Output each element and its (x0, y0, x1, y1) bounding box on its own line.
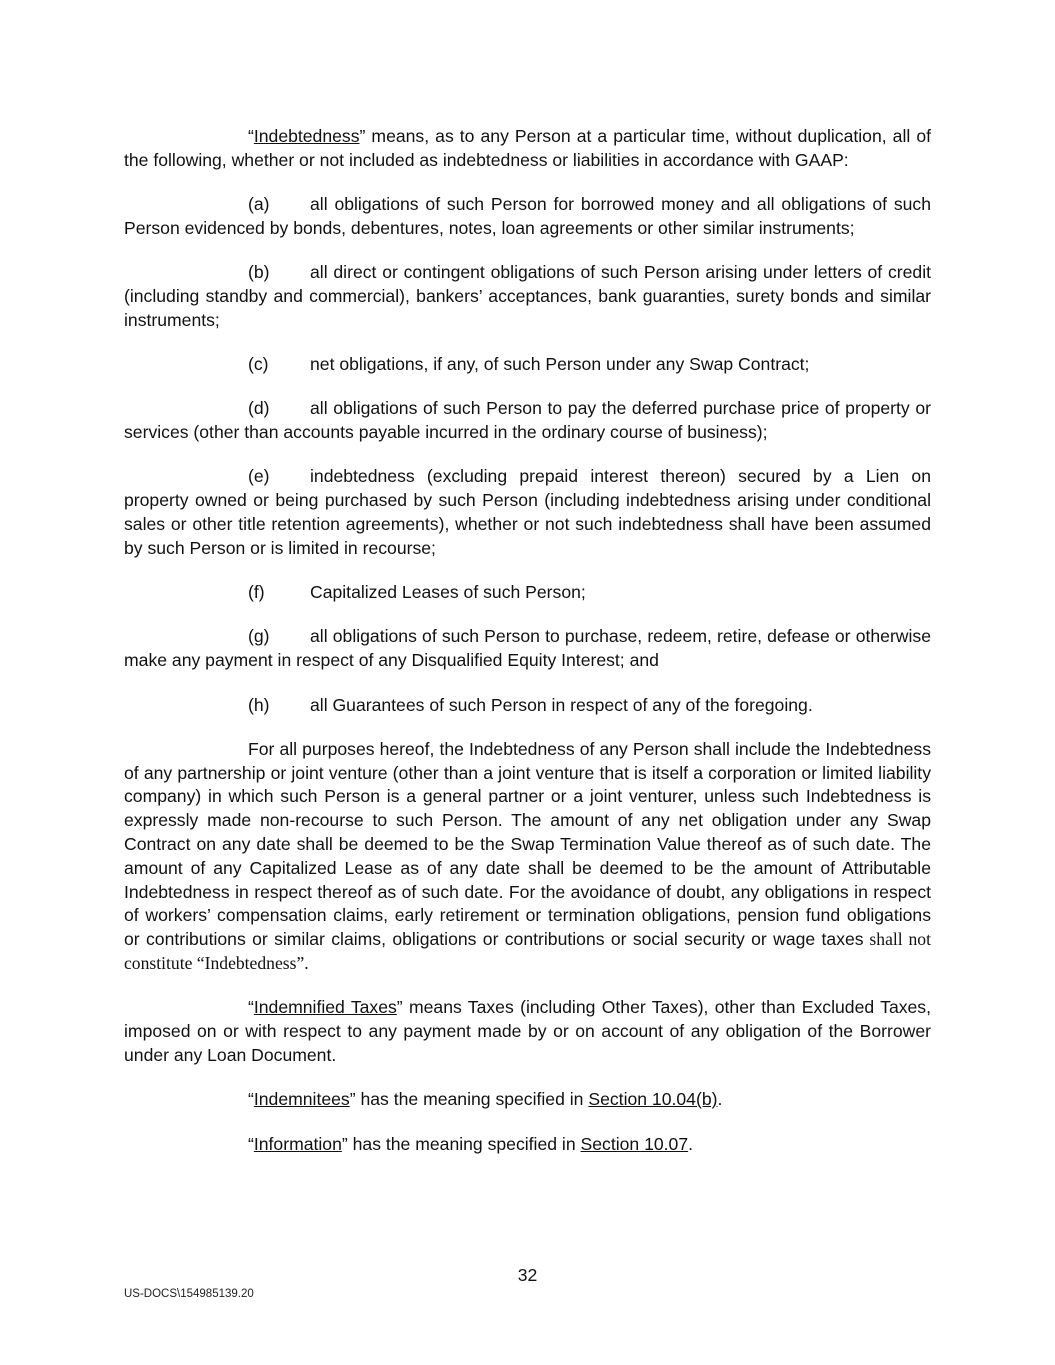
clause-text: indebtedness (excluding prepaid interest thereon) secured by a Lien on property owned or being purchased by such Person (including indebtedness arising under conditional sales or other title retention agreements), whether or not such indebtedness shall have been assumed by such Person or is limited in recourse; (124, 466, 931, 558)
defined-term-indemnitees: Indemnitees (253, 1089, 350, 1110)
section-reference-10-04-b: Section 10.04(b) (588, 1089, 718, 1110)
defined-term-indebtedness: Indebtedness (253, 126, 360, 146)
clause-label: (a) (248, 194, 270, 215)
clause-text: all obligations of such Person to purchase, redeem, retire, defease or otherwise make any payment in respect of any Disqualified Equity Interest; and (124, 626, 931, 671)
open-quote: “ (248, 126, 254, 146)
document-id: US-DOCS\154985139.20 (124, 1288, 254, 1300)
definition-end: . (688, 1133, 694, 1154)
clause-label: (f) (248, 582, 265, 603)
clause-label: (e) (248, 466, 270, 487)
clause-text: Capitalized Leases of such Person; (310, 582, 586, 603)
clause-b (124, 261, 931, 332)
open-quote: “ (248, 1133, 254, 1154)
open-quote: “ (248, 1089, 254, 1110)
clause-label: (h) (248, 694, 270, 715)
clause-label: (d) (248, 398, 270, 419)
clause-label: (b) (248, 262, 270, 283)
clause-text: all obligations of such Person to pay the deferred purchase price of property or services (other than accounts payable incurred in the ordinary course of business); (124, 398, 931, 443)
page-number: 32 (517, 1265, 538, 1285)
open-quote: “ (248, 997, 254, 1018)
clause-e (124, 465, 931, 560)
clause-c (124, 353, 931, 377)
page-content (124, 125, 931, 1177)
definition-indebtedness (124, 125, 931, 173)
section-reference-10-07: Section 10.07 (580, 1133, 689, 1154)
clause-label: (g) (248, 626, 270, 647)
clause-text: net obligations, if any, of such Person under any Swap Contract; (310, 354, 810, 375)
definition-text: ” means, as to any Person at a particular time, without duplication, all of the following, whether or not included as indebtedness or liabilities in accordance with GAAP: (124, 126, 931, 170)
for-all-purposes-text: For all purposes hereof, the Indebtedness of any Person shall include the Indebtedness of any partnership or joint venture (other than a joint venture that is itself a corporation or limited liability company) in which such Person is a general partner or a joint venturer, unless such Indebtedness is expressly made non-recourse to such Person. The amount of any net obligation under any Swap Contract on any date shall be deemed to be the Swap Termination Value thereof as of such date. The amount of any Capitalized Lease as of any date shall be deemed to be the amount of Attributable Indebtedness in respect thereof as of such date. For the avoidance of doubt, any obligations in respect of workers’ compensation claims, early retirement or termination obligations, pension fund obligations or contributions or similar claims, obligations or contributions or social security or wage taxes (124, 738, 931, 950)
clause-a (124, 193, 931, 241)
definition-information (124, 1133, 931, 1157)
clause-text: all Guarantees of such Person in respect of any of the foregoing. (310, 694, 813, 715)
definition-indemnitees (124, 1088, 931, 1112)
clause-g (124, 625, 931, 673)
clause-text: all obligations of such Person for borrowed money and all obligations of such Person evidenced by bonds, debentures, notes, loan agreements or other similar instruments; (124, 194, 931, 238)
clause-text: all direct or contingent obligations of such Person arising under letters of credit (including standby and commercial), bankers’ acceptances, bank guaranties, surety bonds and similar instruments; (124, 262, 931, 330)
definition-text: ” has the meaning specified in (341, 1133, 581, 1154)
clause-f (124, 581, 931, 605)
clause-d (124, 397, 931, 445)
definition-indemnified-taxes (124, 996, 931, 1067)
for-all-purposes-tail: shall not constitute “Indebtedness”. (124, 929, 931, 974)
defined-term-indemnified-taxes: Indemnified Taxes (253, 997, 397, 1018)
defined-term-information: Information (253, 1133, 342, 1154)
definition-end: . (717, 1089, 723, 1110)
clause-label: (c) (248, 354, 269, 375)
definition-text: ” means Taxes (including Other Taxes), other than Excluded Taxes, imposed on or with respect to any payment made by or on account of any obligation of the Borrower under any Loan Document. (124, 997, 931, 1065)
clause-h (124, 694, 931, 718)
definition-text: ” has the meaning specified in (349, 1089, 589, 1110)
for-all-purposes-paragraph (124, 738, 931, 976)
